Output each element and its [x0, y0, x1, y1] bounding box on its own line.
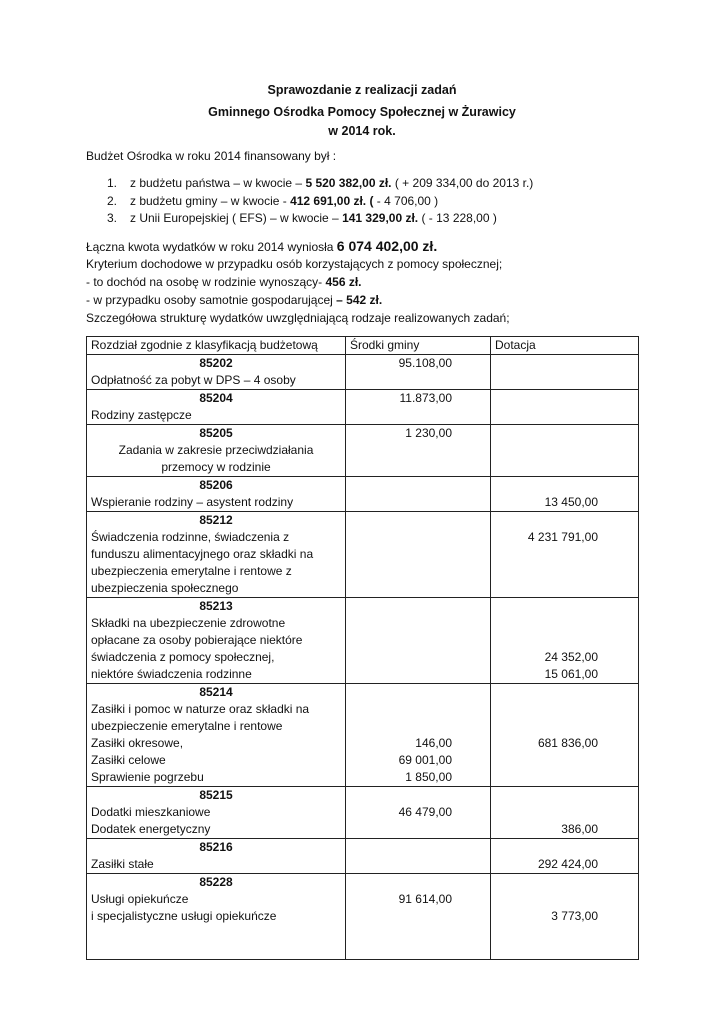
funding-note-2: - 4 706,00 ) — [373, 194, 439, 208]
subsidy-cell — [491, 787, 639, 839]
funding-item-1 — [130, 175, 533, 192]
classification-cell — [87, 390, 346, 425]
funding-text-1: z budżetu państwa – w kwocie – — [130, 176, 306, 190]
table-row-85212 — [87, 512, 639, 598]
criteria-family-amount: 456 zł. — [325, 275, 362, 289]
municipal-amount: 1 230,00 — [405, 426, 452, 440]
classification-cell — [87, 477, 346, 512]
section-line: Zadania w zakresie przeciwdziałania — [118, 443, 314, 457]
section-line: niektóre świadczenia rodzinne — [91, 667, 252, 681]
section-line: Usługi opiekuńcze — [91, 892, 189, 906]
section-code: 85206 — [199, 478, 233, 492]
criteria-single-amount: – 542 zł. — [336, 293, 383, 307]
municipal-amount: 95.108,00 — [398, 356, 452, 370]
section-code: 85215 — [199, 788, 233, 802]
report-title-line-2: Gminnego Ośrodka Pomocy Społecznej w Żurawicy — [208, 105, 516, 119]
section-line: i specjalistyczne usługi opiekuńcze — [91, 909, 277, 923]
criteria-family-text: - to dochód na osobę w rodzinie wynoszący- — [86, 275, 326, 289]
funding-item-2 — [130, 193, 438, 210]
funding-note-3: ( - 13 228,00 ) — [418, 211, 497, 225]
expenditure-table — [86, 336, 639, 960]
municipal-amount: 91 614,00 — [398, 892, 452, 906]
criteria-family — [86, 274, 362, 291]
section-line: Świadczenia rodzinne, świadczenia z — [91, 530, 290, 544]
classification-cell — [87, 684, 346, 787]
funding-text-2: z budżetu gminy – w kwocie - — [130, 194, 291, 208]
funding-item-3 — [130, 210, 497, 227]
section-line: ubezpieczenia emerytalne i rentowe z — [91, 564, 292, 578]
section-line: Zasiłki i pomoc w naturze oraz składki na — [91, 702, 310, 716]
table-row-85204 — [87, 390, 639, 425]
section-line: Zasiłki celowe — [91, 753, 166, 767]
table-row-85215 — [87, 787, 639, 839]
table-row-85214 — [87, 684, 639, 787]
classification-cell — [87, 787, 346, 839]
classification-cell — [87, 512, 346, 598]
section-line: Dodatki mieszkaniowe — [91, 805, 211, 819]
total-amount: 6 074 402,00 zł. — [336, 238, 438, 254]
table-row-85216 — [87, 839, 639, 874]
funding-number-2: 2. — [107, 194, 118, 208]
report-title-line-3: w 2014 rok. — [328, 124, 396, 138]
section-code: 85205 — [199, 426, 233, 440]
section-line: Odpłatność za pobyt w DPS – 4 osoby — [91, 373, 296, 387]
subsidy-amount: 292 424,00 — [537, 857, 598, 871]
subsidy-amount: 15 061,00 — [544, 667, 598, 681]
subsidy-amount: 24 352,00 — [544, 650, 598, 664]
section-line: ubezpieczenie emerytalne i rentowe — [91, 719, 283, 733]
funding-number-1: 1. — [107, 176, 118, 190]
section-code: 85228 — [199, 875, 233, 889]
total-text: Łączna kwota wydatków w roku 2014 wyniosła — [86, 240, 337, 254]
subsidy-amount: 13 450,00 — [544, 495, 598, 509]
subsidy-cell — [491, 390, 639, 425]
subsidy-amount: 4 231 791,00 — [527, 530, 598, 544]
header-municipal-funds: Środki gminy — [346, 337, 491, 355]
subsidy-cell — [491, 512, 639, 598]
municipal-funds-cell — [346, 390, 491, 425]
subsidy-cell — [491, 477, 639, 512]
section-line: przemocy w rodzinie — [161, 460, 271, 474]
municipal-amount: 69 001,00 — [398, 753, 452, 767]
section-line: Sprawienie pogrzebu — [91, 770, 204, 784]
report-title-line-1: Sprawozdanie z realizacji zadań — [267, 83, 457, 97]
classification-cell — [87, 598, 346, 684]
funding-note-1: ( + 209 334,00 do 2013 r.) — [391, 176, 534, 190]
section-line: ubezpieczenia społecznego — [91, 581, 239, 595]
funding-amount-1: 5 520 382,00 zł. — [305, 176, 392, 190]
section-code: 85212 — [199, 513, 233, 527]
funding-amount-2: 412 691,00 zł. ( — [290, 194, 374, 208]
section-code: 85216 — [199, 840, 233, 854]
classification-cell — [87, 355, 346, 390]
municipal-funds-cell — [346, 684, 491, 787]
header-classification: Rozdział zgodnie z klasyfikacją budżetową — [87, 337, 346, 355]
section-line: Rodziny zastępcze — [91, 408, 192, 422]
table-row-85202 — [87, 355, 639, 390]
criteria-intro: Kryterium dochodowe w przypadku osób korzystających z pomocy społecznej; — [86, 257, 503, 271]
classification-cell — [87, 425, 346, 477]
budget-intro: Budżet Ośrodka w roku 2014 finansowany był : — [86, 149, 337, 163]
municipal-amount: 146,00 — [415, 736, 452, 750]
subsidy-cell — [491, 874, 639, 960]
section-code: 85202 — [199, 356, 233, 370]
subsidy-amount: 681 836,00 — [537, 736, 598, 750]
table-row-85206 — [87, 477, 639, 512]
funding-number-3: 3. — [107, 211, 118, 225]
municipal-funds-cell — [346, 477, 491, 512]
table-row-85213 — [87, 598, 639, 684]
section-line: Składki na ubezpieczenie zdrowotne — [91, 616, 286, 630]
total-expenditure — [86, 238, 437, 256]
table-row-85228 — [87, 874, 639, 960]
municipal-funds-cell — [346, 355, 491, 390]
criteria-single — [86, 292, 382, 309]
classification-cell — [87, 874, 346, 960]
subsidy-cell — [491, 425, 639, 477]
municipal-funds-cell — [346, 839, 491, 874]
section-line: funduszu alimentacyjnego oraz składki na — [91, 547, 314, 561]
subsidy-cell — [491, 839, 639, 874]
section-code: 85204 — [199, 391, 233, 405]
section-line: świadczenia z pomocy społecznej, — [91, 650, 275, 664]
classification-cell — [87, 839, 346, 874]
section-code: 85214 — [199, 685, 233, 699]
municipal-funds-cell — [346, 425, 491, 477]
municipal-funds-cell — [346, 598, 491, 684]
subsidy-amount: 386,00 — [561, 822, 598, 836]
funding-text-3: z Unii Europejskiej ( EFS) – w kwocie – — [130, 211, 343, 225]
section-line: opłacane za osoby pobierające niektóre — [91, 633, 303, 647]
table-header-row — [87, 337, 639, 355]
section-line: Zasiłki stałe — [91, 857, 154, 871]
municipal-amount: 46 479,00 — [398, 805, 452, 819]
section-line: Dodatek energetyczny — [91, 822, 211, 836]
subsidy-cell — [491, 684, 639, 787]
subsidy-cell — [491, 355, 639, 390]
table-row-85205 — [87, 425, 639, 477]
subsidy-amount: 3 773,00 — [551, 909, 598, 923]
municipal-funds-cell — [346, 787, 491, 839]
section-code: 85213 — [199, 599, 233, 613]
section-line: Wspieranie rodziny – asystent rodziny — [91, 495, 294, 509]
section-line: Zasiłki okresowe, — [91, 736, 184, 750]
funding-amount-3: 141 329,00 zł. — [342, 211, 419, 225]
municipal-funds-cell — [346, 512, 491, 598]
detail-intro: Szczegółowa strukturę wydatków uwzględniającą rodzaje realizowanych zadań; — [86, 311, 510, 325]
municipal-funds-cell — [346, 874, 491, 960]
municipal-amount: 1 850,00 — [405, 770, 452, 784]
criteria-single-text: - w przypadku osoby samotnie gospodarującej — [86, 293, 337, 307]
header-subsidy: Dotacja — [491, 337, 639, 355]
subsidy-cell — [491, 598, 639, 684]
municipal-amount: 11.873,00 — [399, 391, 452, 405]
